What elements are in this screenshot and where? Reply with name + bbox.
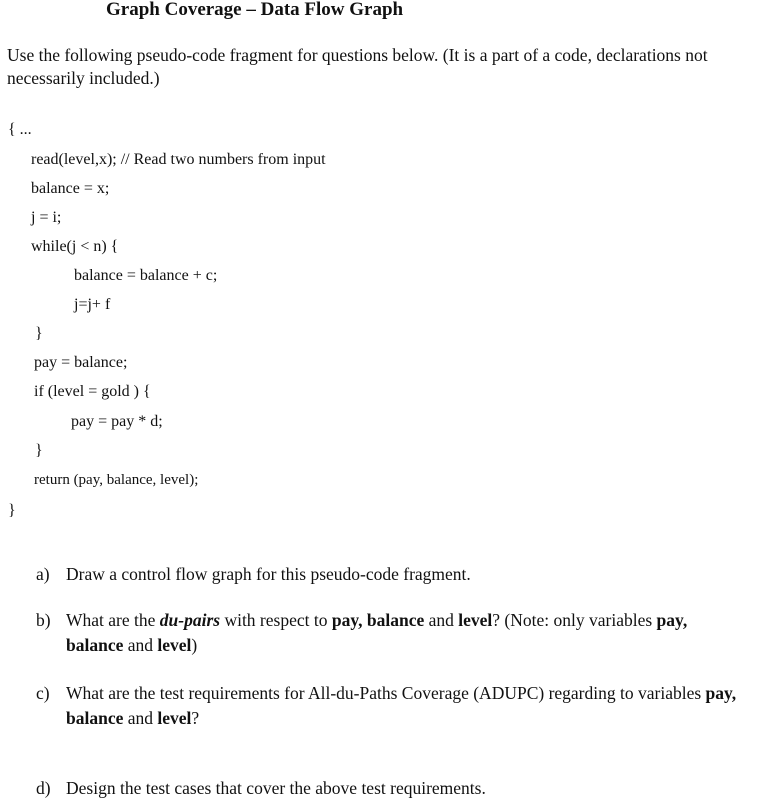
code-line-read: read(level,x); // Read two numbers from input xyxy=(31,151,326,168)
question-d-text: Design the test cases that cover the above test requirements. xyxy=(66,778,486,798)
question-c-text: What are the test requirements for All-du-Paths Coverage (ADUPC) regarding to variables pay, balance and level? xyxy=(66,683,737,728)
question-b-text: What are the du-pairs with respect to pay, balance and level? (Note: only variables pay, balance and level) xyxy=(66,610,688,655)
question-d-label: d) xyxy=(36,778,51,798)
code-line-balance-assign: balance = x; xyxy=(31,180,110,197)
code-line-pay-multiply: pay = pay * d; xyxy=(71,413,163,430)
du-pairs-term: du-pairs xyxy=(159,610,221,630)
code-line-balance-add: balance = balance + c; xyxy=(74,267,218,284)
question-b-label: b) xyxy=(36,610,51,630)
code-open-brace: { ... xyxy=(8,121,32,138)
code-close-brace: } xyxy=(8,502,16,519)
question-a-label: a) xyxy=(36,564,50,584)
code-line-while: while(j < n) { xyxy=(31,238,119,255)
page-title: Graph Coverage – Data Flow Graph xyxy=(106,0,404,20)
code-line-pay-assign: pay = balance; xyxy=(34,354,128,371)
code-line-if-close: } xyxy=(35,442,43,459)
code-line-j-increment: j=j+ f xyxy=(74,296,111,313)
question-a-text: Draw a control flow graph for this pseudo-code fragment. xyxy=(66,564,471,584)
code-line-if: if (level = gold ) { xyxy=(34,383,151,400)
question-c-label: c) xyxy=(36,683,50,703)
code-line-while-close: } xyxy=(35,325,43,342)
code-line-j-assign: j = i; xyxy=(31,209,62,226)
intro-paragraph: Use the following pseudo-code fragment for questions below. (It is a part of a code, declarations not necessarily included.) xyxy=(7,45,708,88)
code-line-return: return (pay, balance, level); xyxy=(34,472,199,488)
